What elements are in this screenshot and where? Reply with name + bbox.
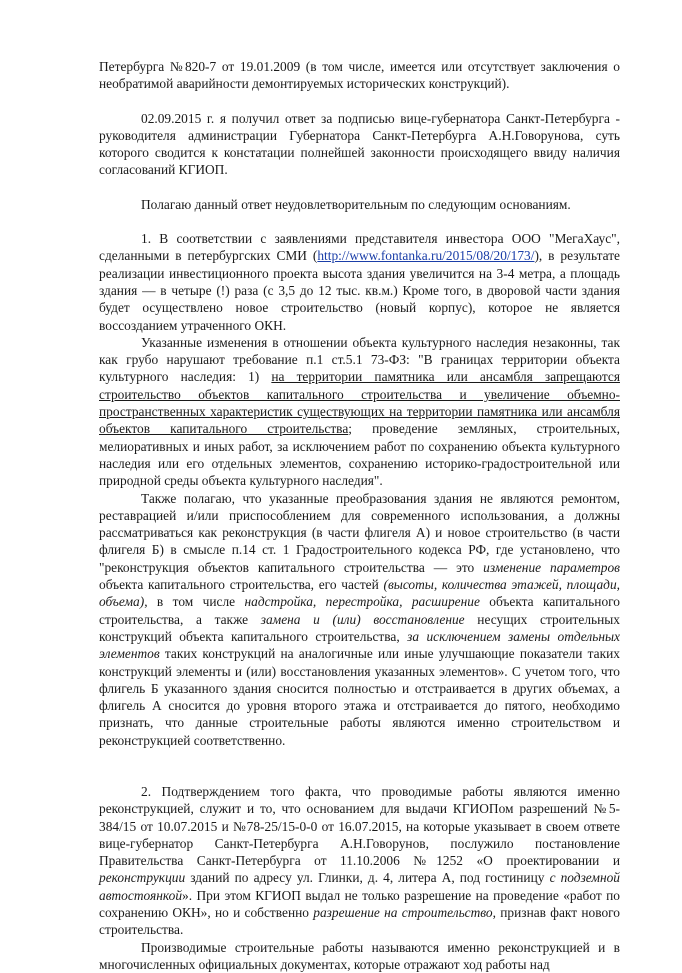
underlined-quote: на территории памятника или ансамбля запрещаются строительство объектов капитального строительства и увеличение объемно-пространственных характеристик существующих на территории памятника или ансамбля объектов капитального строительства [99, 369, 620, 437]
text: ». При этом КГИОП выдал не только разрешение на проведение «работ по сохранению ОКН», но и собственно [99, 887, 620, 921]
italic-phrase: за исключением замены отдельных элементов [99, 628, 620, 662]
text: 02.09.2015 г. я получил ответ за подписью вице-губернатора Санкт-Петербурга - руководителя администрации Губернатора Санкт-Петербурга А.Н.Говорунова, суть которого сводится к констатации полнейшей законности происходящего ввиду наличия согласований КГИОП. [99, 110, 620, 178]
paragraph-unsatisfactory [99, 196, 620, 213]
text: ), в результате реализации инвестиционного проекта высота здания увеличится на 3-4 метра, а площадь здания — в четыре (!) раза (с 3,5 до 12 тыс. кв.м.) Кроме того, в дворовой части здания будет осуществлено новое строительство (новый корпус), которое не является воссозданием утраченного ОКН. [99, 248, 620, 333]
paragraph-point-1 [99, 230, 620, 334]
paragraph-answer [99, 110, 620, 179]
paragraph-official-docs [99, 939, 620, 973]
text: Указанные изменения в отношении объекта культурного наследия незаконны, так как грубо нарушают требование п.1 ст.5.1 73-ФЗ: "В границах территории объекта культурного наследия: 1) [99, 334, 620, 385]
text: Петербурга №820-7 от 19.01.2009 (в том числе, имеется или отсутствует заключения о необратимой аварийности демонтируемых исторических конструкций). [99, 59, 620, 92]
text: Производимые строительные работы называются именно реконструкцией и в многочисленных официальных документах, которые отражают ход работы над [99, 939, 620, 972]
paragraph-point-2 [99, 783, 620, 939]
italic-phrase: реконструкции [99, 870, 186, 886]
italic-phrase: надстройка, перестройка, расширение [244, 594, 480, 610]
italic-phrase: с подземной автостоянкой [99, 870, 620, 903]
text: , признав факт нового строительства. [99, 905, 620, 938]
text: ; проведение земляных, строительных, мелиоративных и иных работ, за исключением работ по сохранению объекта культурного наследия или его отдельных элементов, сохранению историко-градостроительной или природной среды объекта культурного наследия". [99, 421, 620, 489]
italic-phrase: замена и (или) восстановление [260, 611, 465, 627]
text: , в том числе [144, 594, 245, 610]
paragraph-violation [99, 334, 620, 490]
text: таких конструкций на аналогичные или иные улучшающие показатели таких конструкций элементы и (или) восстановления указанных элементов». С учетом того, что флигель Б указанного здания сносится полностью и отстраивается в других объемах, а флигель А сносится до уровня второго этажа и отстраивается до пятого, необходимо признать, что данные строительные работы являются именно строительством и реконструкцией соответственно. [99, 646, 620, 748]
text: Также полагаю, что указанные преобразования здания не являются ремонтом, реставрацией и/или приспособлением для современного использования, а должны рассматриваться как реконструкция (в части флигеля А) и новое строительство (в части флигеля Б) в смысле п.14 ст. 1 Градостроительного кодекса РФ, где установлено, что "реконструкция объектов капитального строительства — это [99, 490, 620, 575]
text: зданий по адресу ул. Глинки, д. 4, литера А, под гостиницу [185, 870, 550, 886]
fontanka-link[interactable]: http://www.fontanka.ru/2015/08/20/173/ [317, 248, 535, 264]
text: объекта капитального строительства, а также [99, 594, 621, 627]
italic-phrase: разрешение на строительство [313, 905, 493, 921]
italic-phrase: изменение параметров [483, 559, 620, 575]
italic-phrase: (высоты, количества этажей, площади, объема) [99, 577, 620, 610]
text: несущих строительных конструкций объекта капитального строительства, [99, 611, 620, 644]
paragraph-reconstruction [99, 490, 620, 749]
text: 2. Подтверждением того факта, что проводимые работы являются именно реконструкцией, служит и то, что основанием для выдачи КГИОПом разрешений №5-384/15 от 10.07.2015 и №78-25/15-0-0 от 16.07.2015, на которые указывает в своем ответе вице-губернатор Санкт-Петербурга А.Н.Говорунов, послужило постановление Правительства Санкт-Петербурга от 11.10.2006 №1252 «О проектировании и [99, 783, 620, 869]
text: объекта капитального строительства, его частей [99, 577, 384, 593]
paragraph-intro [99, 58, 620, 93]
text: Полагаю данный ответ неудовлетворительным по следующим основаниям. [141, 196, 571, 212]
text: 1. В соответствии с заявлениями представителя инвестора ООО "МегаХаус", сделанными в петербургских СМИ ( [99, 231, 620, 264]
